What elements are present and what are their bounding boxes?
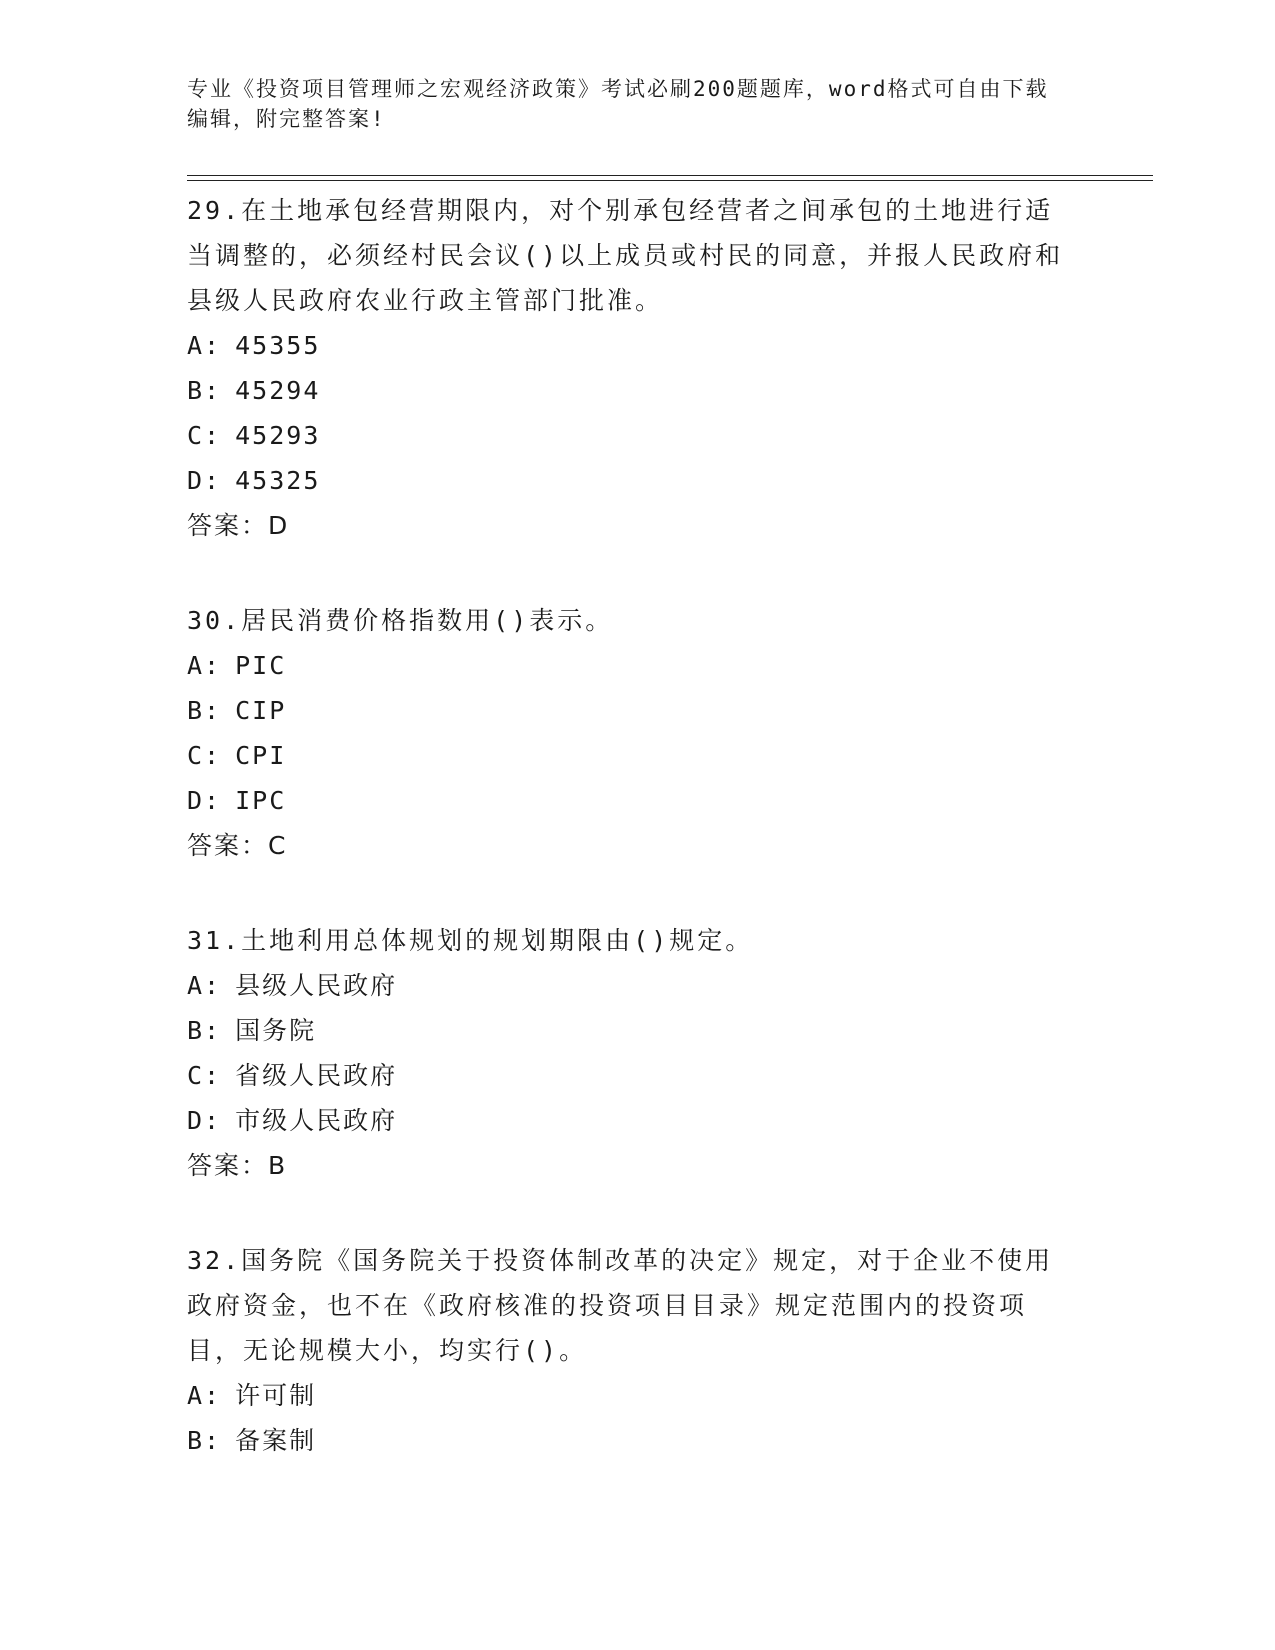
option-label: A:: [187, 651, 222, 680]
option-text: 45325: [235, 466, 321, 495]
option-a: [187, 323, 1087, 368]
answer-line: 答案：C: [187, 831, 288, 860]
option-text: 45355: [235, 331, 321, 360]
option-a: [187, 963, 1087, 1008]
option-label: A:: [187, 1381, 222, 1410]
option-label: D:: [187, 786, 222, 815]
question-29: [187, 188, 1087, 548]
option-label: B:: [187, 696, 222, 725]
option-c: [187, 413, 1087, 458]
document-header: 专业《投资项目管理师之宏观经济政策》考试必刷200题题库，word格式可自由下载编辑，附完整答案!: [187, 77, 1049, 131]
question-stem: 31.土地利用总体规划的规划期限由()规定。: [187, 926, 754, 955]
option-text: 45294: [235, 376, 321, 405]
option-text: 市级人民政府: [235, 1106, 398, 1135]
option-d: [187, 1098, 1087, 1143]
question-stem: 29.在土地承包经营期限内，对个别承包经营者之间承包的土地进行适当调整的，必须经村民会议()以上成员或村民的同意，并报人民政府和县级人民政府农业行政主管部门批准。: [187, 196, 1064, 315]
option-b: [187, 368, 1087, 413]
option-label: A:: [187, 971, 222, 1000]
option-text: 县级人民政府: [235, 971, 398, 1000]
option-b: [187, 1418, 1087, 1463]
option-d: [187, 778, 1087, 823]
option-a: [187, 643, 1087, 688]
option-text: 许可制: [235, 1381, 317, 1410]
question-32: [187, 1238, 1087, 1463]
header-divider-bottom: [187, 180, 1153, 181]
option-label: C:: [187, 1061, 222, 1090]
question-30: [187, 598, 1087, 868]
option-label: B:: [187, 1016, 222, 1045]
option-d: [187, 458, 1087, 503]
option-label: D:: [187, 1106, 222, 1135]
option-label: B:: [187, 376, 222, 405]
option-text: 国务院: [235, 1016, 317, 1045]
option-label: D:: [187, 466, 222, 495]
option-label: B:: [187, 1426, 222, 1455]
option-text: IPC: [235, 786, 287, 815]
header-divider-top: [187, 175, 1153, 176]
option-c: [187, 733, 1087, 778]
option-label: C:: [187, 741, 222, 770]
option-text: CIP: [235, 696, 287, 725]
question-stem: 30.居民消费价格指数用()表示。: [187, 606, 614, 635]
option-a: [187, 1373, 1087, 1418]
option-label: A:: [187, 331, 222, 360]
answer-line: 答案：D: [187, 511, 290, 540]
option-text: 备案制: [235, 1426, 317, 1455]
option-text: 45293: [235, 421, 321, 450]
question-stem: 32.国务院《国务院关于投资体制改革的决定》规定，对于企业不使用政府资金，也不在《政府核准的投资项目目录》规定范围内的投资项目，无论规模大小，均实行()。: [187, 1246, 1054, 1365]
option-b: [187, 688, 1087, 733]
option-b: [187, 1008, 1087, 1053]
option-label: C:: [187, 421, 222, 450]
option-text: CPI: [235, 741, 287, 770]
option-text: 省级人民政府: [235, 1061, 398, 1090]
question-list: [187, 188, 1087, 1513]
option-c: [187, 1053, 1087, 1098]
question-31: [187, 918, 1087, 1188]
option-text: PIC: [235, 651, 287, 680]
answer-line: 答案：B: [187, 1151, 288, 1180]
